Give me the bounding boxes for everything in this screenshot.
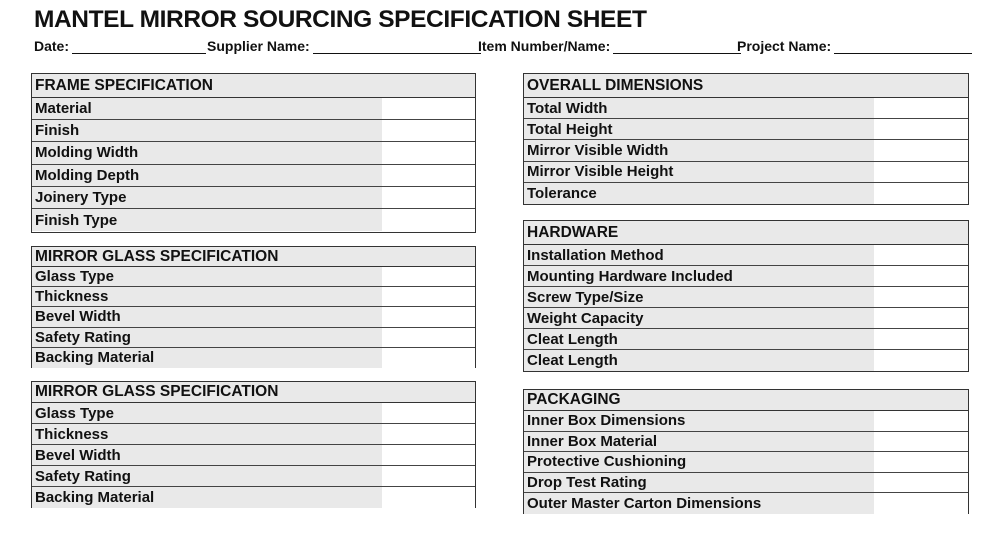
supplier-field[interactable] — [207, 38, 481, 54]
spec-value-field[interactable] — [874, 329, 968, 349]
spec-row-mirror-visible-width — [524, 140, 968, 161]
spec-label: Outer Master Carton Dimensions — [524, 493, 874, 514]
spec-label: Protective Cushioning — [524, 452, 874, 472]
spec-value-field[interactable] — [874, 140, 968, 160]
packaging-section — [523, 389, 969, 514]
spec-value-field[interactable] — [874, 287, 968, 307]
spec-value-field[interactable] — [874, 308, 968, 328]
spec-row-molding-width — [32, 142, 475, 164]
spec-value-field[interactable] — [382, 445, 475, 465]
spec-label: Material — [32, 98, 382, 119]
spec-row-drop-test-rating — [524, 473, 968, 494]
mirror-glass-specification-section-2 — [31, 381, 476, 508]
spec-value-field[interactable] — [382, 287, 475, 306]
spec-value-field[interactable] — [874, 119, 968, 139]
spec-value-field[interactable] — [382, 187, 475, 208]
spec-value-field[interactable] — [382, 267, 475, 286]
spec-label: Inner Box Dimensions — [524, 411, 874, 431]
spec-row-molding-depth — [32, 165, 475, 187]
spec-value-field[interactable] — [382, 142, 475, 163]
spec-row-safety-rating — [32, 328, 475, 348]
hardware-section — [523, 220, 969, 372]
spec-value-field[interactable] — [874, 350, 968, 371]
spec-value-field[interactable] — [382, 209, 475, 231]
spec-label: Weight Capacity — [524, 308, 874, 328]
spec-value-field[interactable] — [382, 424, 475, 444]
spec-value-field[interactable] — [382, 328, 475, 347]
spec-value-field[interactable] — [382, 98, 475, 119]
spec-row-backing-material — [32, 487, 475, 508]
spec-row-mounting-hardware-included — [524, 266, 968, 287]
spec-row-tolerance — [524, 183, 968, 204]
spec-label: Backing Material — [32, 487, 382, 508]
spec-label: Inner Box Material — [524, 432, 874, 452]
spec-row-protective-cushioning — [524, 452, 968, 473]
spec-value-field[interactable] — [382, 307, 475, 326]
spec-label: Mirror Visible Height — [524, 162, 874, 182]
spec-row-screw-type-size — [524, 287, 968, 308]
spec-value-field[interactable] — [874, 493, 968, 514]
spec-label: Finish Type — [32, 209, 382, 231]
spec-row-backing-material — [32, 348, 475, 368]
spec-row-finish — [32, 120, 475, 142]
page-title: MANTEL MIRROR SOURCING SPECIFICATION SHEET — [34, 6, 647, 33]
frame-specification-section — [31, 73, 476, 233]
spec-value-field[interactable] — [874, 183, 968, 204]
spec-label: Safety Rating — [32, 466, 382, 486]
spec-row-cleat-length — [524, 350, 968, 371]
spec-label: Molding Depth — [32, 165, 382, 186]
spec-value-field[interactable] — [382, 348, 475, 368]
item-field[interactable] — [478, 38, 741, 54]
spec-label: Backing Material — [32, 348, 382, 368]
spec-label: Mirror Visible Width — [524, 140, 874, 160]
spec-label: Drop Test Rating — [524, 473, 874, 493]
spec-label: Glass Type — [32, 267, 382, 286]
section-heading: PACKAGING — [524, 390, 968, 411]
spec-label: Mounting Hardware Included — [524, 266, 874, 286]
spec-value-field[interactable] — [382, 165, 475, 186]
spec-label: Tolerance — [524, 183, 874, 204]
spec-label: Bevel Width — [32, 307, 382, 326]
spec-label: Thickness — [32, 287, 382, 306]
spec-label: Safety Rating — [32, 328, 382, 347]
spec-label: Installation Method — [524, 245, 874, 265]
spec-label: Bevel Width — [32, 445, 382, 465]
spec-value-field[interactable] — [874, 98, 968, 118]
spec-row-outer-master-carton-dimensions — [524, 493, 968, 514]
spec-row-inner-box-material — [524, 432, 968, 453]
spec-label: Total Height — [524, 119, 874, 139]
section-heading: OVERALL DIMENSIONS — [524, 74, 968, 98]
supplier-line[interactable] — [313, 39, 481, 54]
spec-label: Thickness — [32, 424, 382, 444]
spec-row-mirror-visible-height — [524, 162, 968, 183]
spec-value-field[interactable] — [382, 403, 475, 423]
spec-row-installation-method — [524, 245, 968, 266]
spec-label: Molding Width — [32, 142, 382, 163]
spec-row-bevel-width — [32, 307, 475, 327]
spec-value-field[interactable] — [874, 473, 968, 493]
spec-row-inner-box-dimensions — [524, 411, 968, 432]
supplier-label: Supplier Name: — [207, 38, 310, 54]
spec-row-joinery-type — [32, 187, 475, 209]
spec-row-total-width — [524, 98, 968, 119]
spec-row-thickness — [32, 287, 475, 307]
header-fields — [34, 38, 970, 58]
spec-row-bevel-width — [32, 445, 475, 466]
spec-value-field[interactable] — [382, 120, 475, 141]
spec-value-field[interactable] — [874, 432, 968, 452]
spec-value-field[interactable] — [382, 466, 475, 486]
item-label: Item Number/Name: — [478, 38, 611, 54]
spec-label: Cleat Length — [524, 350, 874, 371]
spec-row-material — [32, 98, 475, 120]
spec-value-field[interactable] — [874, 411, 968, 431]
spec-value-field[interactable] — [874, 452, 968, 472]
section-heading: MIRROR GLASS SPECIFICATION — [32, 247, 475, 267]
section-heading: MIRROR GLASS SPECIFICATION — [32, 382, 475, 403]
spec-label: Joinery Type — [32, 187, 382, 208]
spec-row-safety-rating — [32, 466, 475, 487]
spec-row-finish-type — [32, 209, 475, 231]
spec-label: Glass Type — [32, 403, 382, 423]
spec-row-glass-type — [32, 267, 475, 287]
project-field[interactable] — [737, 38, 972, 54]
spec-row-glass-type — [32, 403, 475, 424]
spec-value-field[interactable] — [874, 266, 968, 286]
spec-label: Screw Type/Size — [524, 287, 874, 307]
spec-row-weight-capacity — [524, 308, 968, 329]
project-line[interactable] — [834, 39, 972, 54]
date-line[interactable] — [72, 39, 206, 54]
spec-row-cleat-length — [524, 329, 968, 350]
spec-value-field[interactable] — [874, 245, 968, 265]
section-heading: FRAME SPECIFICATION — [32, 74, 475, 98]
spec-value-field[interactable] — [382, 487, 475, 508]
mirror-glass-specification-section-1 — [31, 246, 476, 368]
spec-label: Finish — [32, 120, 382, 141]
spec-label: Cleat Length — [524, 329, 874, 349]
overall-dimensions-section — [523, 73, 969, 205]
item-line[interactable] — [613, 39, 741, 54]
project-label: Project Name: — [737, 38, 832, 54]
section-heading: HARDWARE — [524, 221, 968, 245]
date-label: Date: — [34, 38, 70, 54]
spec-value-field[interactable] — [874, 162, 968, 182]
spec-label: Total Width — [524, 98, 874, 118]
date-field[interactable] — [34, 38, 206, 54]
spec-row-total-height — [524, 119, 968, 140]
spec-row-thickness — [32, 424, 475, 445]
